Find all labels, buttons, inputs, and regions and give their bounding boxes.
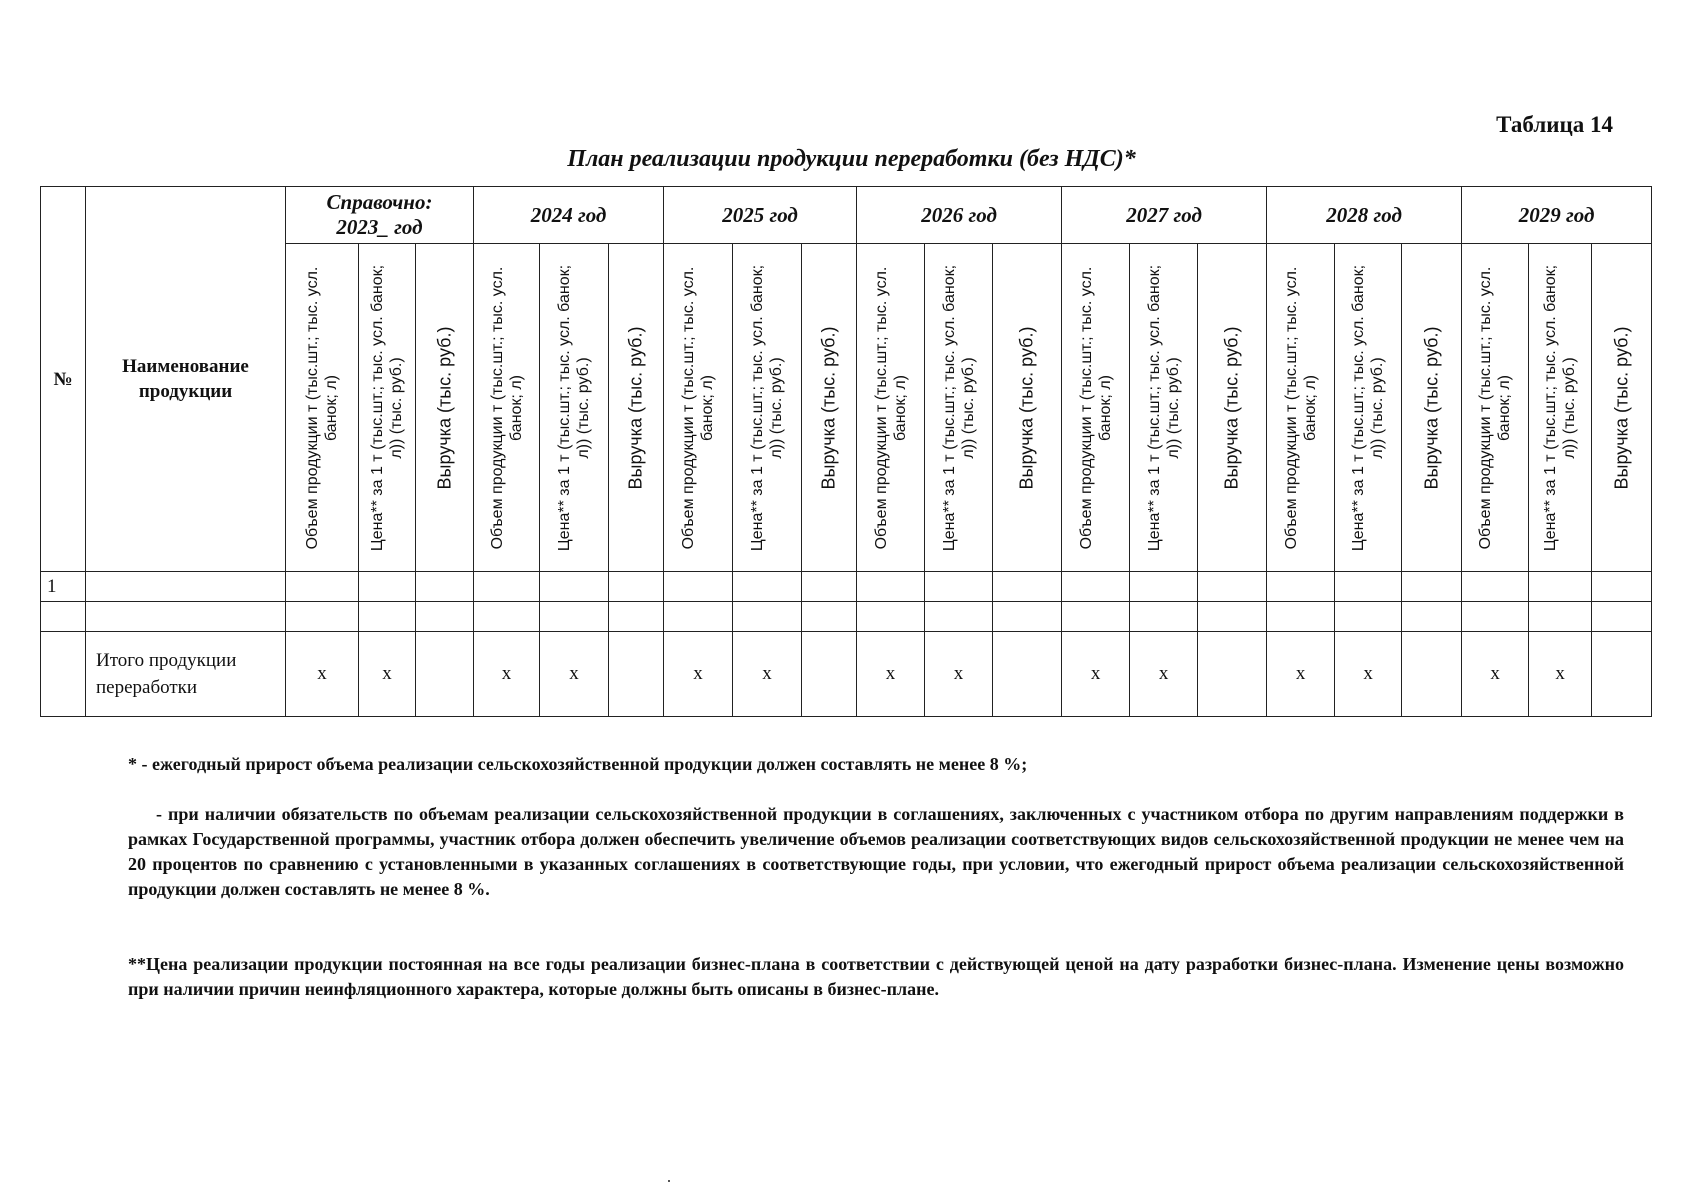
- data-cell: [1529, 572, 1592, 602]
- total-label: Итого продукции переработки: [86, 632, 286, 717]
- data-cell: [416, 572, 474, 602]
- subheader-revenue: [416, 244, 474, 572]
- subheader-volume: [1267, 244, 1335, 572]
- header-row-years: [41, 187, 1652, 244]
- subheader-revenue: [1592, 244, 1652, 572]
- subheader-volume: [857, 244, 925, 572]
- data-cell: [1267, 602, 1335, 632]
- data-cell: [857, 572, 925, 602]
- data-cell: [286, 602, 359, 632]
- total-mark: х: [474, 632, 540, 717]
- subheader-price: [359, 244, 416, 572]
- subheader-price-text: Цена** за 1 т (тыс.шт.; тыс. усл. банок; л)) (тыс. руб.): [1542, 264, 1579, 551]
- total-num-cell: [41, 632, 86, 717]
- subheader-price: [1130, 244, 1198, 572]
- data-cell: [1198, 572, 1267, 602]
- header-year-2027: 2027 год: [1062, 187, 1267, 244]
- subheader-volume: [1462, 244, 1529, 572]
- data-cell: [1062, 602, 1130, 632]
- data-cell: [1335, 572, 1402, 602]
- subheader-revenue-text: Выручка (тыс. руб.): [1016, 326, 1037, 489]
- sales-plan-table: [40, 186, 1652, 717]
- data-cell: [474, 602, 540, 632]
- subheader-volume: [286, 244, 359, 572]
- header-product-name: Наименование продукции: [86, 187, 286, 572]
- row-number: [41, 602, 86, 632]
- total-mark: х: [1529, 632, 1592, 717]
- data-cell: [925, 602, 993, 632]
- subheader-volume-text: Объем продукции т (тыс.шт.; тыс. усл. банок; л): [1077, 266, 1114, 549]
- data-cell: [359, 572, 416, 602]
- total-mark: х: [857, 632, 925, 717]
- data-cell: [1592, 602, 1652, 632]
- subheader-volume-text: Объем продукции т (тыс.шт.; тыс. усл. банок; л): [1282, 266, 1319, 549]
- data-cell: [664, 602, 733, 632]
- subheader-volume-text: Объем продукции т (тыс.шт.; тыс. усл. банок; л): [304, 266, 340, 549]
- subheader-volume-text: Объем продукции т (тыс.шт.; тыс. усл. банок; л): [872, 266, 909, 549]
- reference-label: Справочно:: [326, 190, 433, 214]
- total-revenue-cell: [802, 632, 857, 717]
- row-number: 1: [41, 572, 86, 602]
- document-title: План реализации продукции переработки (без НДС)*: [567, 146, 1136, 172]
- subheader-price-text: Цена** за 1 т (тыс.шт.; тыс. усл. банок; л)) (тыс. руб.): [1145, 264, 1182, 551]
- total-mark: х: [286, 632, 359, 717]
- subheader-revenue-text: Выручка (тыс. руб.): [625, 326, 646, 489]
- footnote-obligations: - при наличии обязательств по объемам реализации сельскохозяйственной продукции в соглашениях, заключенных с участником отбора по другим направлениям поддержки в рамках Государственной программы, участник отбора должен обеспечить увеличение объемов реализации соответствующих видов сельскохозяйственной продукции не менее чем на 20 процентов по сравнению с установленными в указанных соглашениях в соответствующие годы, при условии, что ежегодный прирост объема реализации сельскохозяйственной продукции должен составлять не менее 8 %.: [128, 804, 1624, 899]
- subheader-price: [733, 244, 802, 572]
- header-reference-year: [286, 187, 474, 244]
- data-cell: [993, 572, 1062, 602]
- subheader-revenue: [802, 244, 857, 572]
- data-cell: [1402, 602, 1462, 632]
- subheader-revenue: [1198, 244, 1267, 572]
- data-cell: [925, 572, 993, 602]
- data-cell: [609, 602, 664, 632]
- footnote-growth: * - ежегодный прирост объема реализации сельскохозяйственной продукции должен составлять не менее 8 %;: [128, 754, 1028, 774]
- data-cell: [1402, 572, 1462, 602]
- total-mark: х: [733, 632, 802, 717]
- total-revenue-cell: [1592, 632, 1652, 717]
- footnote-price: **Цена реализации продукции постоянная на все годы реализации бизнес-плана в соответствии с действующей ценой на дату разработки бизнес-плана. Изменение цены возможно при наличии причин неинфляционного характера, которые должны быть описаны в бизнес-плане.: [128, 954, 1624, 999]
- data-cell: [286, 572, 359, 602]
- data-cell: [1592, 572, 1652, 602]
- total-mark: х: [1335, 632, 1402, 717]
- subheader-price-text: Цена** за 1 т (тыс.шт.; тыс. усл. банок; л)) (тыс. руб.): [940, 264, 977, 551]
- product-name-cell: [86, 572, 286, 602]
- data-cell: [857, 602, 925, 632]
- total-revenue-cell: [1402, 632, 1462, 717]
- subheader-price: [1335, 244, 1402, 572]
- header-year-2029: 2029 год: [1462, 187, 1652, 244]
- data-cell: [1267, 572, 1335, 602]
- total-revenue-cell: [416, 632, 474, 717]
- total-mark: х: [1267, 632, 1335, 717]
- subheader-volume: [664, 244, 733, 572]
- data-cell: [540, 572, 609, 602]
- header-year-2026: 2026 год: [857, 187, 1062, 244]
- data-cell: [1198, 602, 1267, 632]
- subheader-revenue-text: Выручка (тыс. руб.): [818, 326, 839, 489]
- subheader-revenue: [993, 244, 1062, 572]
- data-cell: [733, 572, 802, 602]
- table-number-label: Таблица 14: [1496, 112, 1613, 137]
- subheader-volume-text: Объем продукции т (тыс.шт.; тыс. усл. банок; л): [680, 266, 717, 549]
- subheader-price-text: Цена** за 1 т (тыс.шт.; тыс. усл. банок; л)) (тыс. руб.): [1350, 264, 1387, 551]
- total-mark: х: [1462, 632, 1529, 717]
- data-cell: [733, 602, 802, 632]
- data-cell: [1335, 602, 1402, 632]
- table-row: [41, 572, 1652, 602]
- data-cell: [609, 572, 664, 602]
- subheader-price-text: Цена** за 1 т (тыс.шт.; тыс. усл. банок; л)) (тыс. руб.): [369, 264, 405, 551]
- data-cell: [1462, 572, 1529, 602]
- subheader-revenue: [609, 244, 664, 572]
- header-num: №: [41, 187, 86, 572]
- reference-year: 2023_ год: [336, 215, 423, 239]
- scan-speck: [668, 1180, 670, 1182]
- total-mark: х: [540, 632, 609, 717]
- subheader-volume: [1062, 244, 1130, 572]
- subheader-revenue-text: Выручка (тыс. руб.): [434, 326, 454, 489]
- data-cell: [802, 602, 857, 632]
- total-mark: х: [925, 632, 993, 717]
- data-cell: [1130, 572, 1198, 602]
- total-revenue-cell: [1198, 632, 1267, 717]
- subheader-revenue-text: Выручка (тыс. руб.): [1421, 326, 1442, 489]
- data-cell: [1462, 602, 1529, 632]
- subheader-price: [925, 244, 993, 572]
- table-row: [41, 602, 1652, 632]
- total-mark: х: [1130, 632, 1198, 717]
- data-cell: [1529, 602, 1592, 632]
- header-year-2025: 2025 год: [664, 187, 857, 244]
- data-cell: [664, 572, 733, 602]
- subheader-revenue: [1402, 244, 1462, 572]
- data-cell: [993, 602, 1062, 632]
- total-mark: х: [664, 632, 733, 717]
- subheader-price: [1529, 244, 1592, 572]
- data-cell: [540, 602, 609, 632]
- subheader-volume-text: Объем продукции т (тыс.шт.; тыс. усл. банок; л): [488, 266, 525, 549]
- header-year-2024: 2024 год: [474, 187, 664, 244]
- data-cell: [1062, 572, 1130, 602]
- total-mark: х: [359, 632, 416, 717]
- subheader-revenue-text: Выручка (тыс. руб.): [1611, 326, 1632, 489]
- subheader-price: [540, 244, 609, 572]
- subheader-revenue-text: Выручка (тыс. руб.): [1221, 326, 1242, 489]
- subheader-price-text: Цена** за 1 т (тыс.шт.; тыс. усл. банок; л)) (тыс. руб.): [749, 264, 786, 551]
- total-row: [41, 632, 1652, 717]
- subheader-price-text: Цена** за 1 т (тыс.шт.; тыс. усл. банок; л)) (тыс. руб.): [556, 264, 593, 551]
- total-revenue-cell: [993, 632, 1062, 717]
- subheader-volume-text: Объем продукции т (тыс.шт.; тыс. усл. банок; л): [1477, 266, 1514, 549]
- data-cell: [416, 602, 474, 632]
- product-name-cell: [86, 602, 286, 632]
- total-mark: х: [1062, 632, 1130, 717]
- data-cell: [1130, 602, 1198, 632]
- data-cell: [474, 572, 540, 602]
- data-cell: [359, 602, 416, 632]
- total-revenue-cell: [609, 632, 664, 717]
- header-year-2028: 2028 год: [1267, 187, 1462, 244]
- subheader-volume: [474, 244, 540, 572]
- data-cell: [802, 572, 857, 602]
